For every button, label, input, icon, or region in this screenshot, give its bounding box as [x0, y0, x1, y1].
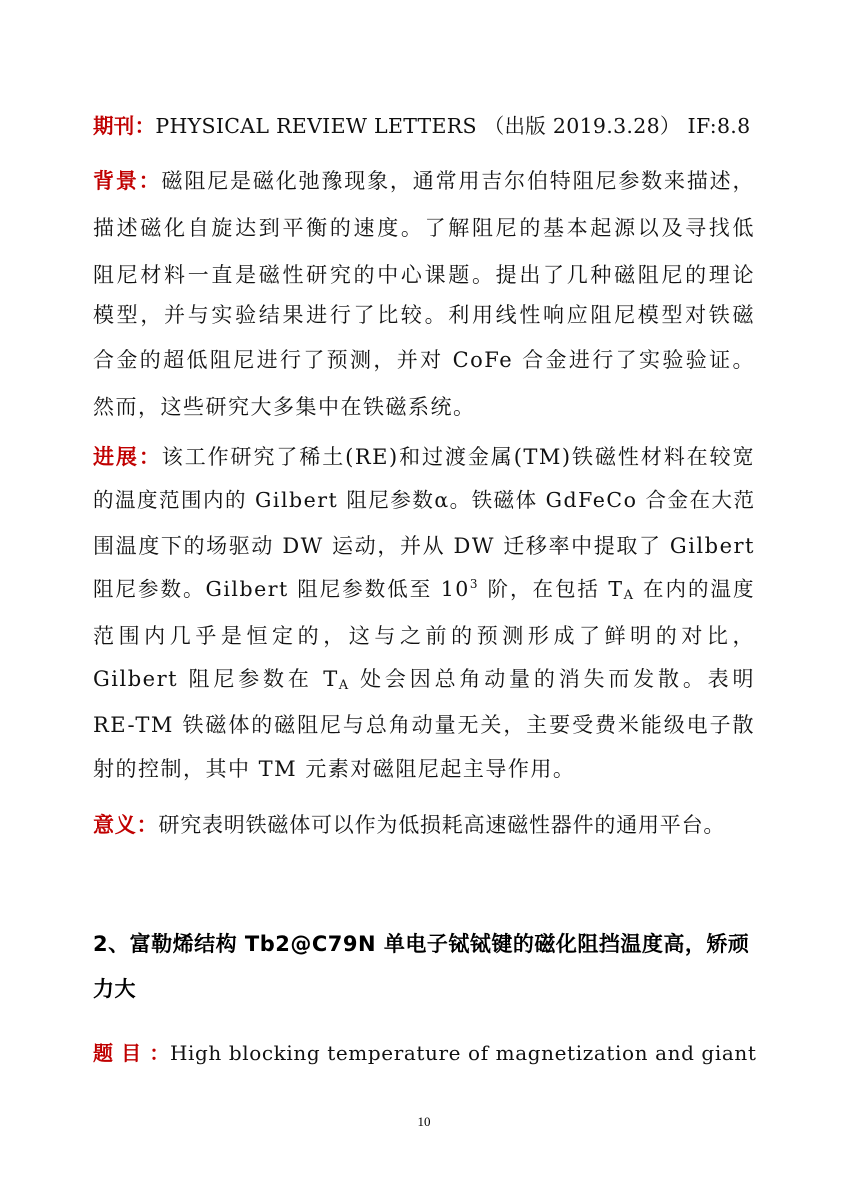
progress-line-7: RE-TM 铁磁体的磁阻尼与总角动量无关，主要受费米能级电子散	[93, 713, 755, 737]
progress-line-4	[93, 574, 755, 604]
subscript-a-2: A	[338, 678, 350, 693]
progress-line-6	[93, 664, 755, 694]
progress-label: 进展：	[93, 445, 162, 469]
progress-line-1	[93, 442, 755, 472]
subscript-a: A	[623, 588, 635, 603]
background-line-4: 模型，并与实验结果进行了比较。利用线性响应阻尼模型对铁磁	[93, 303, 755, 327]
journal-line	[93, 111, 755, 141]
progress-line-5: 范围内几乎是恒定的，这与之前的预测形成了鲜明的对比，	[93, 624, 755, 648]
progress-text-1: 该工作研究了稀土(RE)和过渡金属(TM)铁磁性材料在较宽	[161, 445, 756, 469]
progress-text-4b: 阶，在包括 T	[478, 577, 624, 601]
progress-text-4a: 阻尼参数。Gilbert 阻尼参数低至 10	[93, 577, 470, 601]
section-heading-line-2: 力大	[93, 977, 136, 1001]
progress-text-6a: Gilbert 阻尼参数在 T	[93, 667, 339, 691]
progress-line-8: 射的控制，其中 TM 元素对磁阻尼起主导作用。	[93, 757, 576, 781]
significance-label: 意义：	[93, 813, 159, 837]
progress-text-6b: 处会因总角动量的消失而发散。表明	[349, 667, 755, 691]
progress-line-2: 的温度范围内的 Gilbert 阻尼参数α。铁磁体 GdFeCo 合金在大范	[93, 488, 756, 512]
page-number: 10	[417, 1114, 431, 1129]
journal-text: PHYSICAL REVIEW LETTERS （出版 2019.3.28） IF:8.8	[155, 114, 751, 138]
progress-text-4c: 在内的温度	[634, 577, 755, 601]
background-line-3: 阻尼材料一直是磁性研究的中心课题。提出了几种磁阻尼的理论	[93, 263, 755, 287]
section-heading-line-1: 2、富勒烯结构 Tb2@C79N 单电子铽铽键的磁化阻挡温度高，矫顽	[93, 932, 750, 956]
journal-label: 期刊：	[93, 114, 156, 138]
title-text: High blocking temperature of magnetization and giant	[169, 1041, 757, 1065]
background-line-6: 然而，这些研究大多集中在铁磁系统。	[93, 395, 476, 419]
background-text-1: 磁阻尼是磁化弛豫现象，通常用吉尔伯特阻尼参数来描述，	[161, 169, 756, 193]
title-line	[93, 1038, 755, 1068]
background-line-5: 合金的超低阻尼进行了预测，并对 CoFe 合金进行了实验验证。	[93, 348, 755, 372]
significance-text: 研究表明铁磁体可以作为低损耗高速磁性器件的通用平台。	[158, 813, 726, 837]
exponent: 3	[469, 577, 479, 592]
background-label: 背景：	[93, 169, 162, 193]
title-label: 题 目 ：	[93, 1041, 170, 1065]
progress-line-3: 围温度下的场驱动 DW 运动，并从 DW 迁移率中提取了 Gilbert	[93, 534, 755, 558]
background-line-1	[93, 166, 755, 196]
background-line-2: 描述磁化自旋达到平衡的速度。了解阻尼的基本起源以及寻找低	[93, 216, 755, 240]
significance-line	[93, 810, 755, 840]
